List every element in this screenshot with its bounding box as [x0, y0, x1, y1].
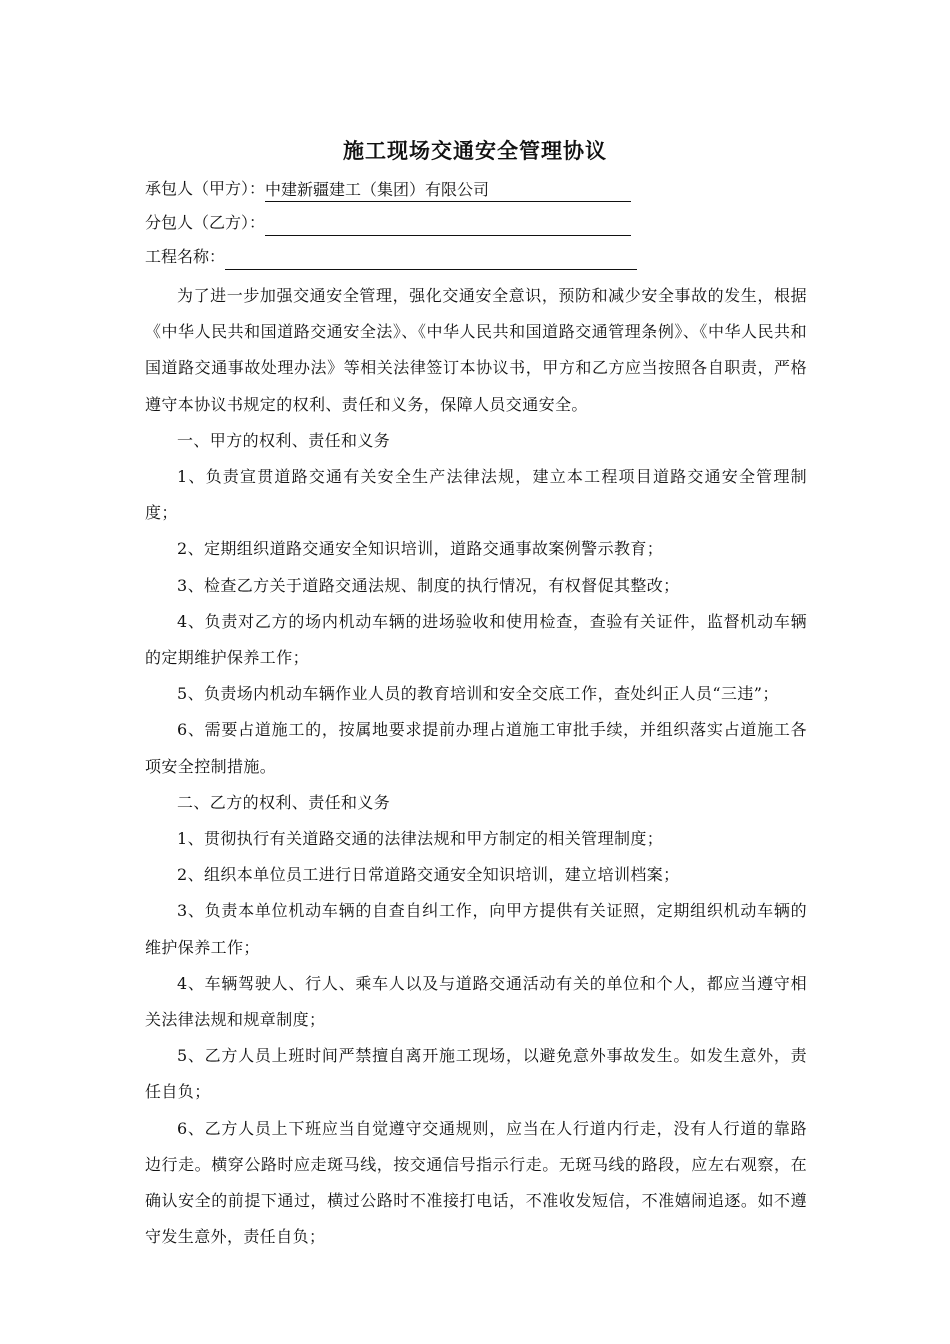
party-b-clause-3: 3、负责本单位机动车辆的自查自纠工作，向甲方提供有关证照，定期组织机动车辆的维护保养工作； [145, 901, 807, 957]
party-b-clause-6: 6、乙方人员上下班应当自觉遵守交通规则，应当在人行道内行走，没有人行道的靠路边行走。横穿公路时应走斑马线，按交通信号指示行走。无斑马线的路段，应左右观察，在确认安全的前提下通过，横过公路时不准接打电话，不准收发短信，不准嬉闹追逐。如不遵守发生意外，责任自负； [145, 1118, 807, 1247]
contractor-label: 承包人（甲方）： [145, 179, 266, 198]
document-title: 施工现场交通安全管理协议 [343, 138, 607, 163]
subcontractor-label: 分包人（乙方）： [145, 213, 266, 232]
section-heading-party-a: 一、甲方的权利、责任和义务 [177, 430, 391, 450]
agreement-body [145, 278, 807, 1255]
party-a-clause-5: 5、负责场内机动车辆作业人员的教育培训和安全交底工作，查处纠正人员“三违”； [177, 684, 779, 704]
party-a-clause-6: 6、需要占道施工的，按属地要求提前办理占道施工审批手续，并组织落实占道施工各项安全控制措施。 [145, 720, 807, 776]
party-b-clause-2: 2、组织本单位员工进行日常道路交通安全知识培训，建立培训档案； [177, 865, 680, 885]
subcontractor-field [145, 210, 631, 236]
party-a-clause-1: 1、负责宣贯道路交通有关安全生产法律法规，建立本工程项目道路交通安全管理制度； [145, 467, 807, 523]
intro-paragraph: 为了进一步加强交通安全管理，强化交通安全意识，预防和减少安全事故的发生，根据《中华人民共和国道路交通安全法》、《中华人民共和国道路交通管理条例》、《中华人民共和国道路交通事故处理办法》等相关法律签订本协议书，甲方和乙方应当按照各自职责，严格遵守本协议书规定的权利、责任和义务，保障人员交通安全。 [145, 286, 807, 414]
party-a-clause-3: 3、检查乙方关于道路交通法规、制度的执行情况，有权督促其整改； [177, 575, 680, 595]
party-b-clause-1: 1、贯彻执行有关道路交通的法律法规和甲方制定的相关管理制度； [177, 829, 664, 849]
section-heading-party-b: 二、乙方的权利、责任和义务 [177, 792, 391, 812]
subcontractor-value [265, 213, 631, 236]
project-field [145, 244, 637, 270]
party-a-clause-4: 4、负责对乙方的场内机动车辆的进场验收和使用检查，查验有关证件，监督机动车辆的定期维护保养工作； [145, 611, 807, 668]
project-value [225, 247, 637, 270]
contractor-field [145, 176, 631, 202]
project-label: 工程名称： [145, 247, 226, 266]
party-b-clause-5: 5、乙方人员上班时间严禁擅自离开施工现场，以避免意外事故发生。如发生意外，责任自负； [145, 1046, 807, 1102]
party-b-clause-4: 4、车辆驾驶人、行人、乘车人以及与道路交通活动有关的单位和个人，都应当遵守相关法律法规和规章制度； [145, 973, 807, 1030]
contractor-value: 中建新疆建工（集团）有限公司 [265, 179, 631, 202]
party-a-clause-2: 2、定期组织道路交通安全知识培训，道路交通事故案例警示教育； [177, 539, 664, 559]
